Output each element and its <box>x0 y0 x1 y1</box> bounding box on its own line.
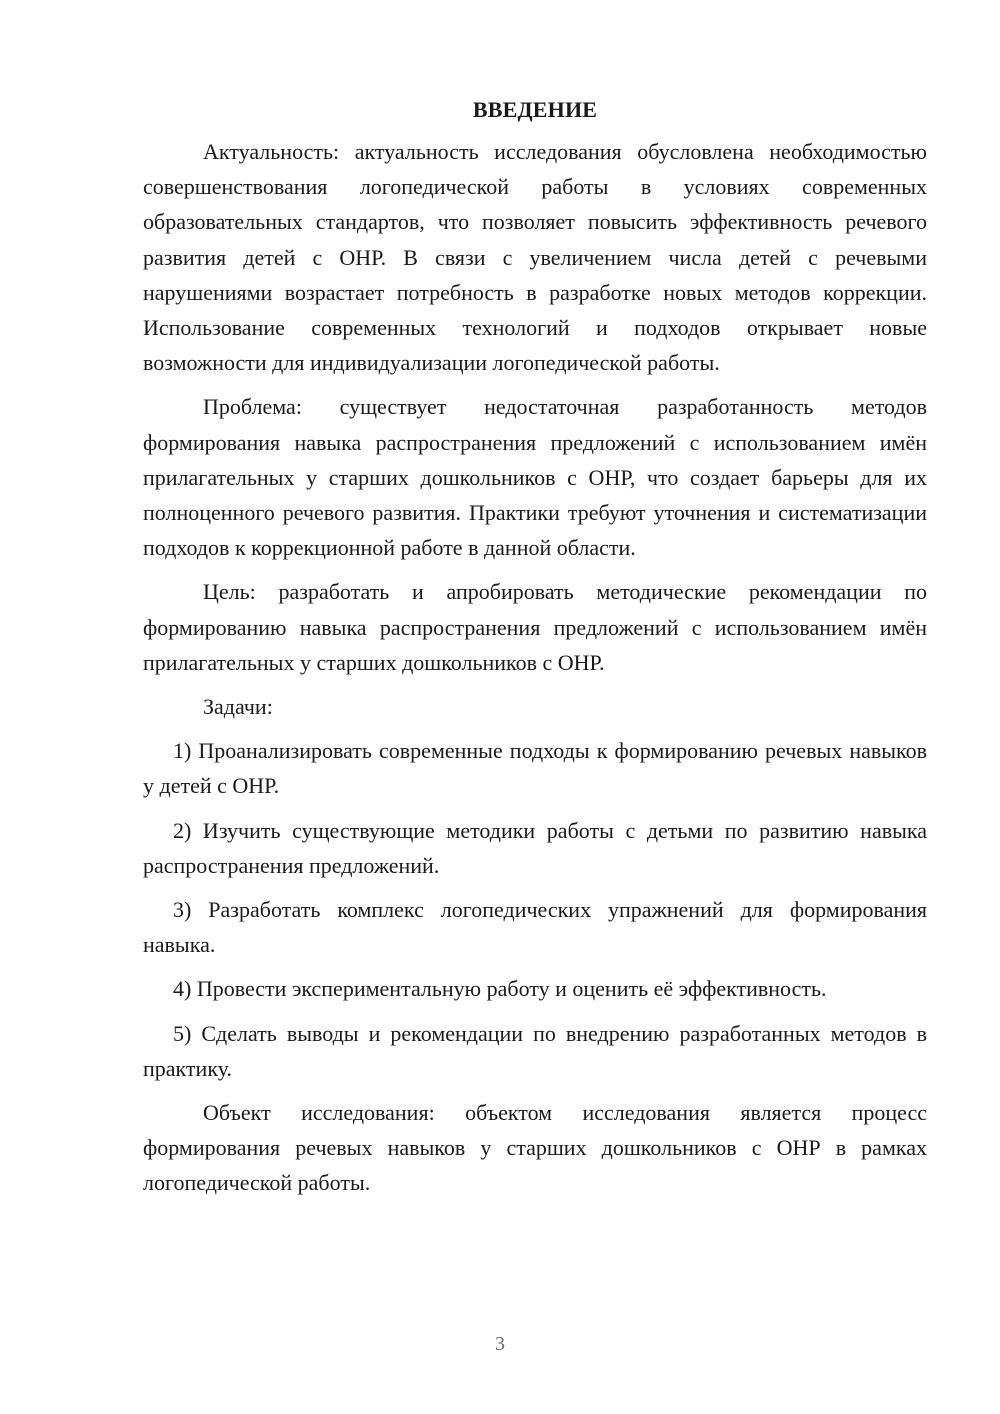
tasks-label: Задачи: <box>203 694 273 720</box>
page-number: 3 <box>495 1333 505 1355</box>
tasks-list <box>143 733 927 1086</box>
section-title: ВВЕДЕНИЕ <box>472 97 598 122</box>
page-content <box>143 92 927 1210</box>
relevance-paragraph: Актуальность: актуальность исследования обусловлена необходимостью совершенствования логопедической работы в условиях современных образовательных стандартов, что позволяет повысить эффективность речевого развития детей с ОНР. В связи с увеличением числа детей с речевыми нарушениями возрастает потребность в разработке новых методов коррекции. Использование современных технологий и подходов открывает новые возможности для индивидуализации логопедической работы. <box>143 139 927 376</box>
task-item-3: 3) Разработать комплекс логопедических упражнений для формирования навыка. <box>143 897 927 958</box>
task-item-4: 4) Провести экспериментальную работу и оценить её эффективность. <box>173 976 827 1002</box>
problem-paragraph: Проблема: существует недостаточная разработанность методов формирования навыка распространения предложений с использованием имён прилагательных у старших дошкольников с ОНР, что создает барьеры для их полноценного речевого развития. Практики требуют уточнения и систематизации подходов к коррекционной работе в данной области. <box>143 394 927 561</box>
object-paragraph: Объект исследования: объектом исследования является процесс формирования речевых навыков у старших дошкольников с ОНР в рамках логопедической работы. <box>143 1100 927 1196</box>
task-item-5: 5) Сделать выводы и рекомендации по внедрению разработанных методов в практику. <box>143 1020 927 1081</box>
goal-paragraph: Цель: разработать и апробировать методические рекомендации по формированию навыка распространения предложений с использованием имён прилагательных у старших дошкольников с ОНР. <box>143 579 927 675</box>
task-item-2: 2) Изучить существующие методики работы с детьми по развитию навыка распространения предложений. <box>143 817 927 878</box>
task-item-1: 1) Проанализировать современные подходы к формированию речевых навыков у детей с ОНР. <box>143 738 927 799</box>
